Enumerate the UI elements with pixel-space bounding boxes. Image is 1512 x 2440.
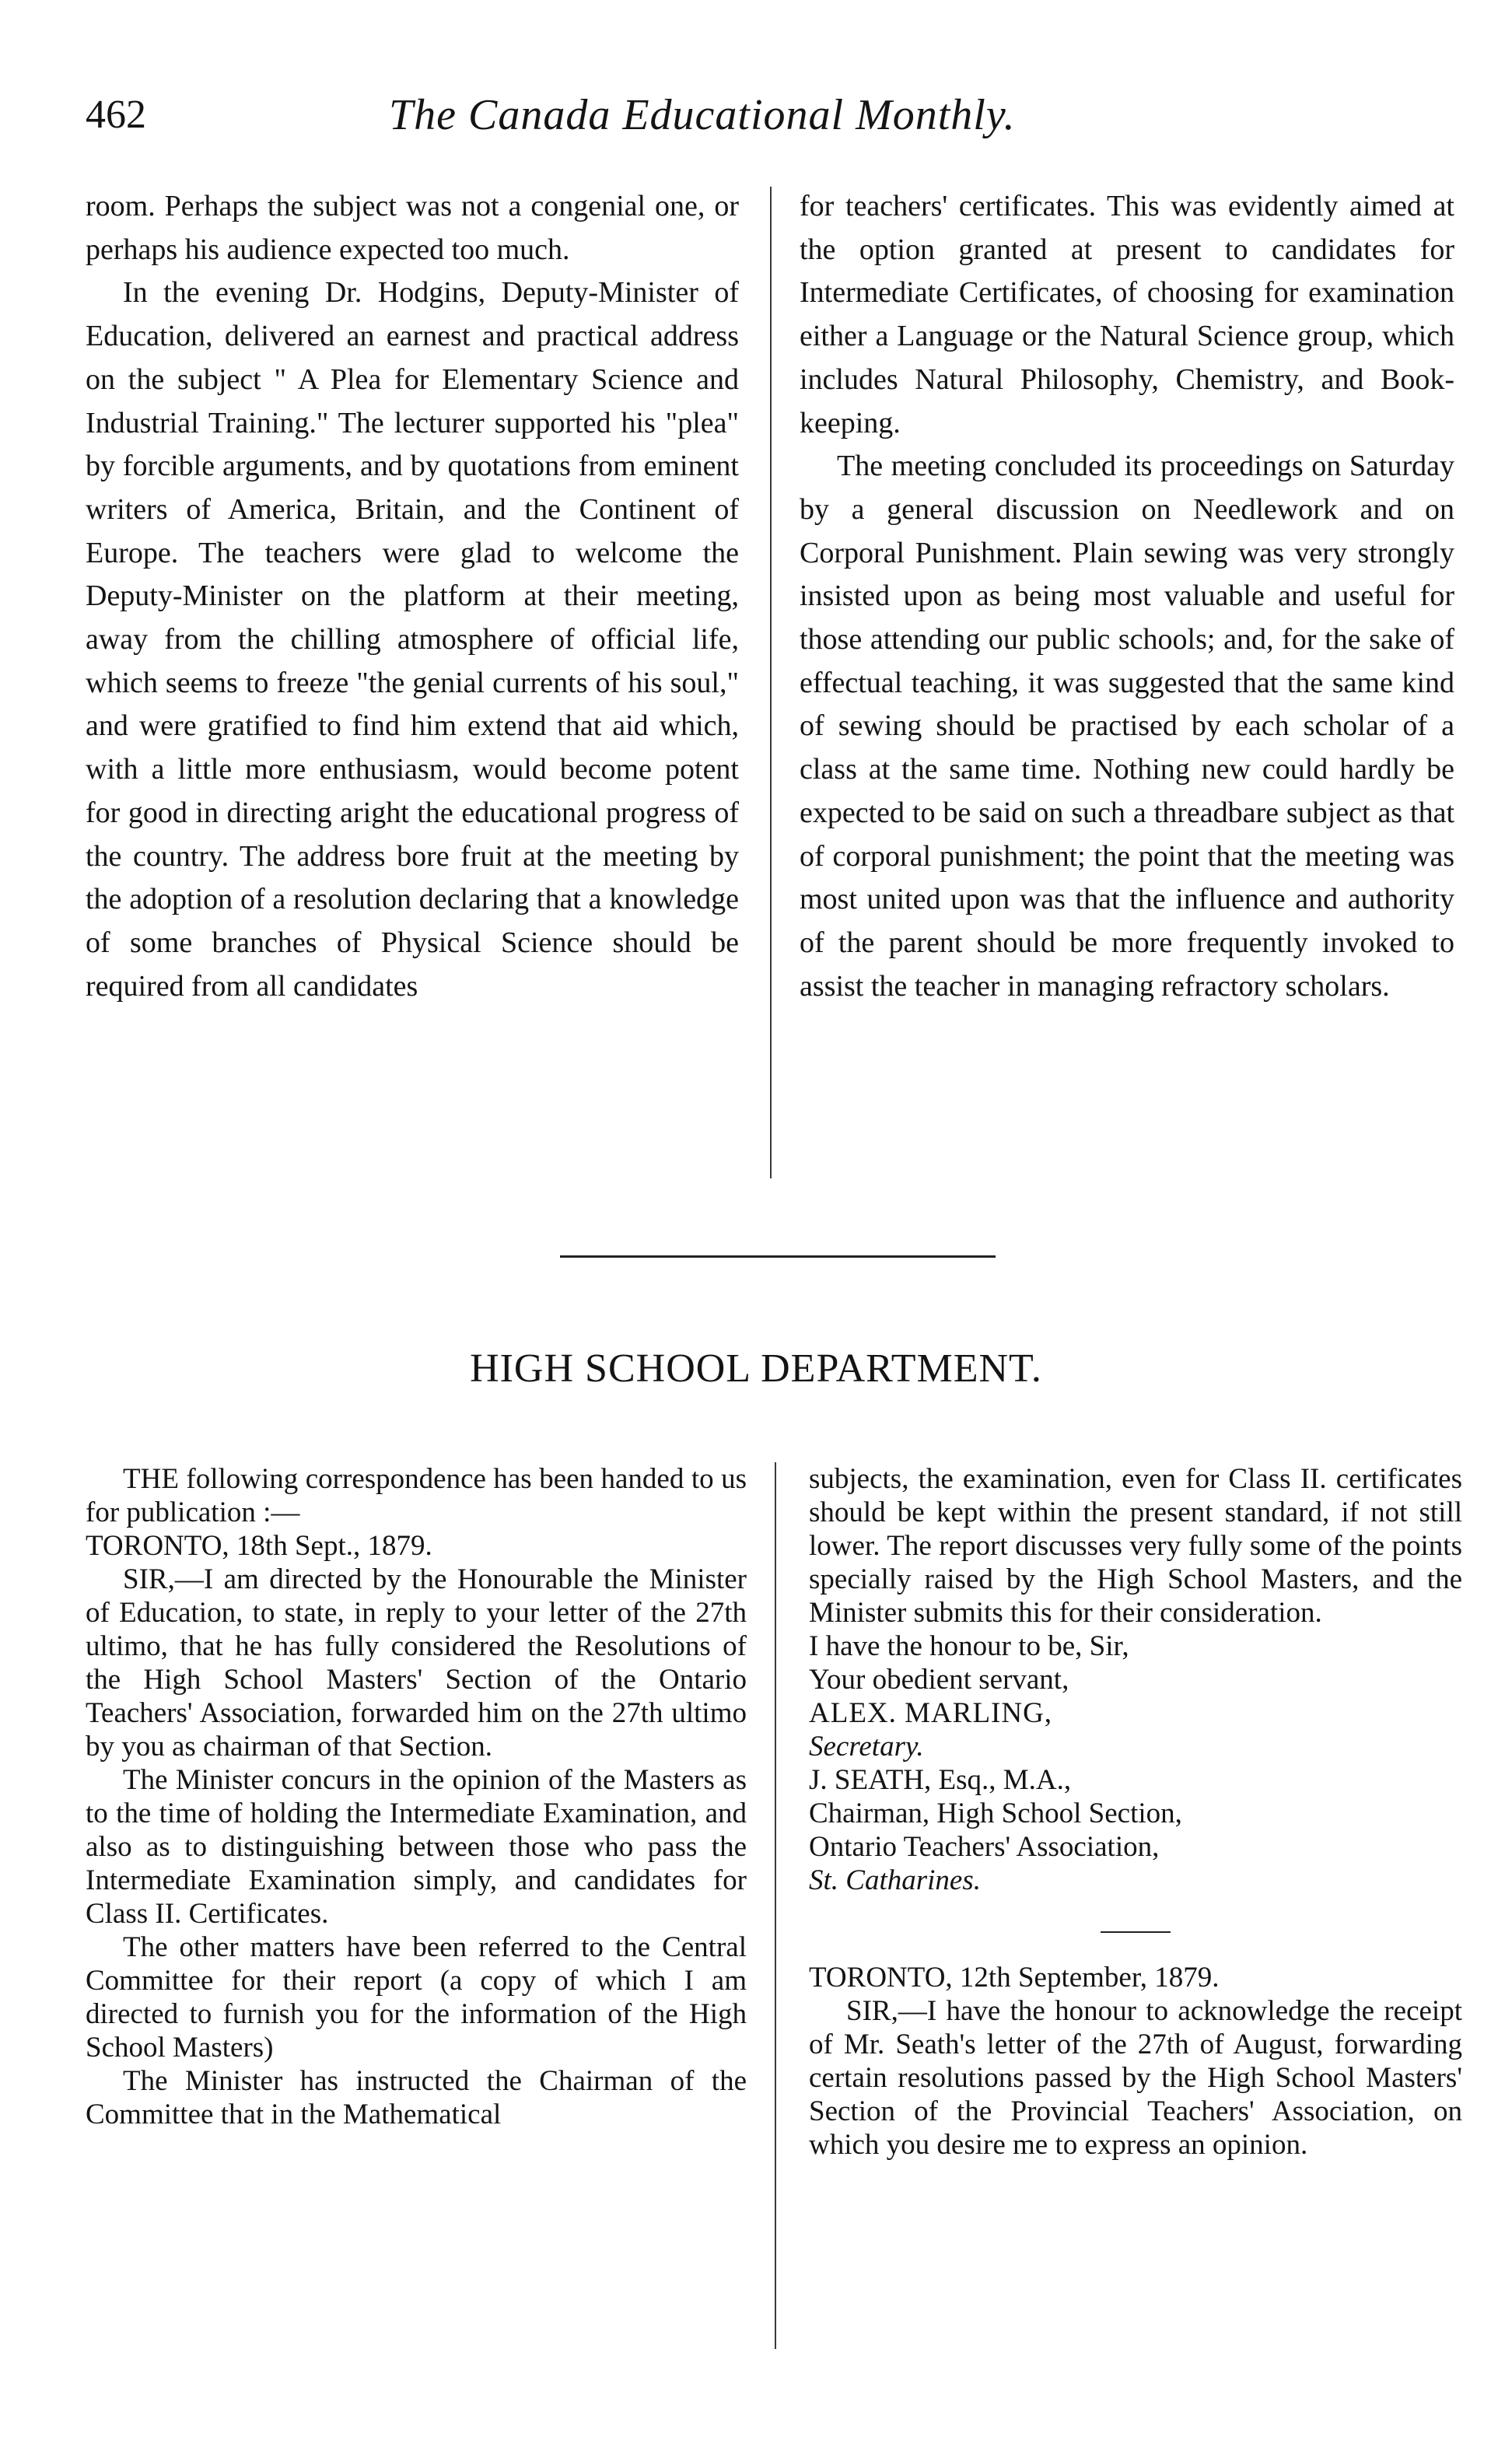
- upper-right-column: [800, 185, 1454, 1008]
- addressee-line: Chairman, High School Section,: [809, 1798, 1182, 1829]
- short-rule: [1101, 1931, 1171, 1933]
- letter-continuation: subjects, the examination, even for Class II. certificates should be kept within the present standard, if not still lower. The report discusses very fully some of the points specially raised by the High School Masters, and the Minister submits this for their consideration.: [809, 1463, 1462, 1629]
- letter-paragraph: The Minister concurs in the opinion of the Masters as to the time of holding the Intermediate Examination, and also as to distinguishing between those who pass the Intermediate Examination simply, and candidates for Class II. Certificates.: [86, 1764, 747, 1930]
- closing-line: I have the honour to be, Sir,: [809, 1630, 1129, 1662]
- section-heading: HIGH SCHOOL DEPARTMENT.: [470, 1346, 1042, 1391]
- paragraph: for teachers' certificates. This was evidently aimed at the option granted at present to candidates for Intermediate Certificates, of choosing for examination either a Language or the Natural Science group, which includes Natural Philosophy, Chemistry, and Book-keeping.: [800, 190, 1454, 439]
- dateline: TORONTO, 18th Sept., 1879.: [86, 1530, 432, 1562]
- intro-paragraph: THE following correspondence has been handed to us for publication :—: [86, 1463, 747, 1528]
- signature-name: ALEX. MARLING,: [809, 1697, 1053, 1729]
- addressee-line: J. SEATH, Esq., M.A.,: [809, 1764, 1072, 1796]
- upper-left-column: [86, 185, 739, 1008]
- column-divider: [775, 1462, 776, 2349]
- lower-left-column: [86, 1462, 747, 2131]
- section-rule: [560, 1255, 996, 1258]
- paragraph: The meeting concluded its proceedings on Saturday by a general discussion on Needlework and on Corporal Punishment. Plain sewing was very strongly insisted upon as being most valuable and useful for those attending our public schools; and, for the sake of effectual teaching, it was suggested that the same kind of sewing should be practised by each scholar of a class at the same time. Nothing new could hardly be expected to be said on such a threadbare subject as that of corporal punishment; the point that the meeting was most united upon was that the influence and authority of the parent should be more frequently invoked to assist the teacher in managing refractory scholars.: [800, 450, 1454, 1003]
- letter-paragraph: SIR,—I have the honour to acknowledge the receipt of Mr. Seath's letter of the 27th of August, forwarding certain resolutions passed by the High School Masters' Section of the Provincial Teachers' Association, on which you desire me to express an opinion.: [809, 1995, 1462, 2161]
- paragraph: In the evening Dr. Hodgins, Deputy-Minister of Education, delivered an earnest and practical address on the subject " A Plea for Elementary Science and Industrial Training." The lecturer supported his "plea" by forcible arguments, and by quotations from eminent writers of America, Britain, and the Continent of Europe. The teachers were glad to welcome the Deputy-Minister on the platform at their meeting, away from the chilling atmosphere of official life, which seems to freeze "the genial currents of his soul," and were gratified to find him extend that aid which, with a little more enthusiasm, would become potent for good in directing aright the educational progress of the country. The address bore fruit at the meeting by the adoption of a resolution declaring that a knowledge of some branches of Physical Science should be required from all candidates: [86, 276, 739, 1003]
- paragraph: room. Perhaps the subject was not a congenial one, or perhaps his audience expected too much.: [86, 190, 739, 266]
- dateline: TORONTO, 12th September, 1879.: [809, 1962, 1220, 1994]
- letter-paragraph: The Minister has instructed the Chairman of the Committee that in the Mathematical: [86, 2065, 747, 2130]
- signature-title: Secretary.: [809, 1731, 924, 1763]
- closing-line: Your obedient servant,: [809, 1664, 1069, 1696]
- letter-paragraph: The other matters have been referred to the Central Committee for their report (a copy of which I am directed to furnish you for the information of the High School Masters): [86, 1931, 747, 2064]
- column-divider: [770, 187, 772, 1178]
- addressee-line: Ontario Teachers' Association,: [809, 1831, 1160, 1863]
- running-head: The Canada Educational Monthly.: [389, 91, 1016, 139]
- lower-right-column: [809, 1462, 1462, 2162]
- page-number: 462: [86, 93, 146, 137]
- addressee-line: St. Catharines.: [809, 1864, 981, 1896]
- letter-paragraph: SIR,—I am directed by the Honourable the Minister of Education, to state, in reply to your letter of the 27th ultimo, that he has fully considered the Resolutions of the High School Masters' Section of the Ontario Teachers' Association, forwarded him on the 27th ultimo by you as chairman of that Section.: [86, 1563, 747, 1763]
